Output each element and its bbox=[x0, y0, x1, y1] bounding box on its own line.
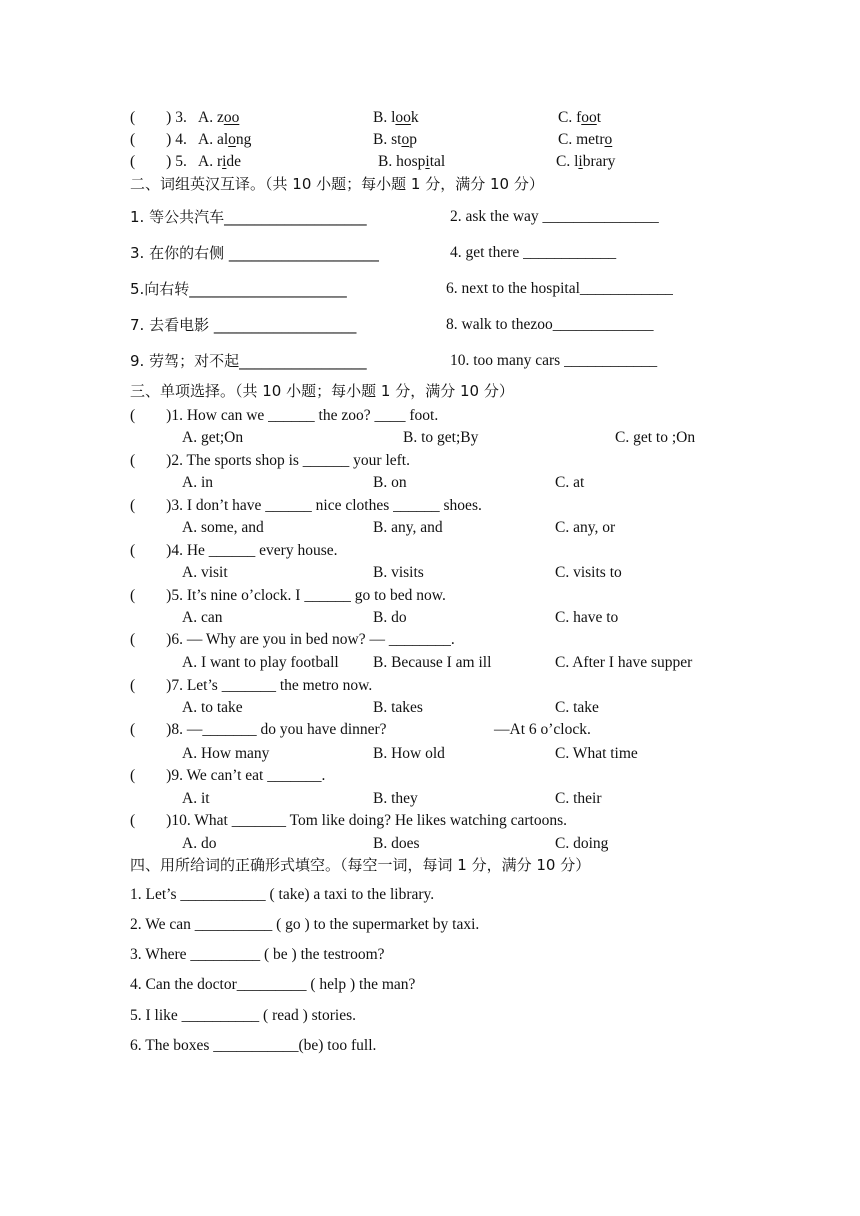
option-b: B. they bbox=[373, 790, 418, 807]
phonics-row: ( ) 3. bbox=[130, 109, 187, 126]
translation-item: 4. get there ____________ bbox=[450, 244, 617, 261]
section-heading: 三、单项选择。（共 10 小题；每小题 1 分，满分 10 分） bbox=[130, 382, 514, 400]
question-stem: ( )3. I don’t have ______ nice clothes ______ shoes. bbox=[130, 497, 482, 514]
option-c: C. their bbox=[555, 790, 602, 807]
option-a: A. it bbox=[182, 790, 210, 807]
option-b: B. look bbox=[373, 109, 419, 126]
translation-item: 10. too many cars ____________ bbox=[450, 352, 658, 369]
option-c: C. What time bbox=[555, 745, 638, 762]
fill-blank-item: 4. Can the doctor_________ ( help ) the man? bbox=[130, 976, 416, 993]
question-stem: ( )8. —_______ do you have dinner? bbox=[130, 721, 387, 738]
question-stem: ( )1. How can we ______ the zoo? ____ foot. bbox=[130, 407, 439, 424]
option-b: B. does bbox=[373, 835, 420, 852]
question-answer-hint: —At 6 o’clock. bbox=[494, 721, 591, 738]
option-a: A. visit bbox=[182, 564, 228, 581]
option-a: A. zoo bbox=[198, 109, 240, 126]
translation-item: 9. 劳驾；对不起_________________ bbox=[130, 352, 367, 370]
option-a: A. can bbox=[182, 609, 223, 626]
fill-blank-item: 1. Let’s ___________ ( take) a taxi to the library. bbox=[130, 886, 435, 903]
fill-blank-item: 2. We can __________ ( go ) to the supermarket by taxi. bbox=[130, 916, 480, 933]
phonics-row: ( ) 4. bbox=[130, 131, 187, 148]
option-a: A. to take bbox=[182, 699, 243, 716]
option-c: C. at bbox=[555, 474, 585, 491]
translation-item: 2. ask the way _______________ bbox=[450, 208, 659, 225]
option-a: A. some, and bbox=[182, 519, 264, 536]
translation-item: 8. walk to thezoo_____________ bbox=[446, 316, 654, 333]
translation-item: 6. next to the hospital____________ bbox=[446, 280, 673, 297]
question-stem: ( )4. He ______ every house. bbox=[130, 542, 338, 559]
option-a: A. I want to play football bbox=[182, 654, 339, 671]
option-b: B. visits bbox=[373, 564, 424, 581]
option-c: C. any, or bbox=[555, 519, 616, 536]
option-a: A. ride bbox=[198, 153, 242, 170]
question-stem: ( )2. The sports shop is ______ your left. bbox=[130, 452, 410, 469]
section-heading: 二、词组英汉互译。（共 10 小题；每小题 1 分，满分 10 分） bbox=[130, 175, 544, 193]
question-stem: ( )10. What _______ Tom like doing? He likes watching cartoons. bbox=[130, 812, 567, 829]
option-c: C. library bbox=[556, 153, 616, 170]
fill-blank-item: 3. Where _________ ( be ) the testroom? bbox=[130, 946, 385, 963]
translation-item: 1. 等公共汽车___________________ bbox=[130, 208, 367, 226]
option-b: B. takes bbox=[373, 699, 423, 716]
option-c: C. visits to bbox=[555, 564, 622, 581]
option-b: B. Because I am ill bbox=[373, 654, 492, 671]
section-heading: 四、用所给词的正确形式填空。（每空一词，每词 1 分，满分 10 分） bbox=[130, 856, 591, 874]
option-a: A. do bbox=[182, 835, 217, 852]
translation-item: 3. 在你的右侧 ____________________ bbox=[130, 244, 379, 262]
option-a: A. in bbox=[182, 474, 213, 491]
option-b: B. hospital bbox=[378, 153, 446, 170]
option-b: B. How old bbox=[373, 745, 445, 762]
option-c: C. foot bbox=[558, 109, 602, 126]
option-c: C. have to bbox=[555, 609, 619, 626]
question-stem: ( )6. — Why are you in bed now? — ________. bbox=[130, 631, 455, 648]
option-b: B. stop bbox=[373, 131, 417, 148]
option-c: C. After I have supper bbox=[555, 654, 693, 671]
option-b: B. on bbox=[373, 474, 407, 491]
question-stem: ( )9. We can’t eat _______. bbox=[130, 767, 326, 784]
option-b: B. do bbox=[373, 609, 407, 626]
option-c: C. doing bbox=[555, 835, 609, 852]
question-stem: ( )5. It’s nine o’clock. I ______ go to bed now. bbox=[130, 587, 446, 604]
question-stem: ( )7. Let’s _______ the metro now. bbox=[130, 677, 373, 694]
fill-blank-item: 6. The boxes ___________(be) too full. bbox=[130, 1037, 377, 1054]
option-a: A. get;On bbox=[182, 429, 244, 446]
fill-blank-item: 5. I like __________ ( read ) stories. bbox=[130, 1007, 356, 1024]
option-c: C. take bbox=[555, 699, 599, 716]
option-c: C. metro bbox=[558, 131, 613, 148]
phonics-row: ( ) 5. bbox=[130, 153, 187, 170]
translation-item: 5.向右转_____________________ bbox=[130, 280, 347, 298]
option-b: B. to get;By bbox=[403, 429, 479, 446]
option-a: A. How many bbox=[182, 745, 270, 762]
option-b: B. any, and bbox=[373, 519, 443, 536]
translation-item: 7. 去看电影 ___________________ bbox=[130, 316, 357, 334]
option-a: A. along bbox=[198, 131, 252, 148]
option-c: C. get to ;On bbox=[615, 429, 696, 446]
